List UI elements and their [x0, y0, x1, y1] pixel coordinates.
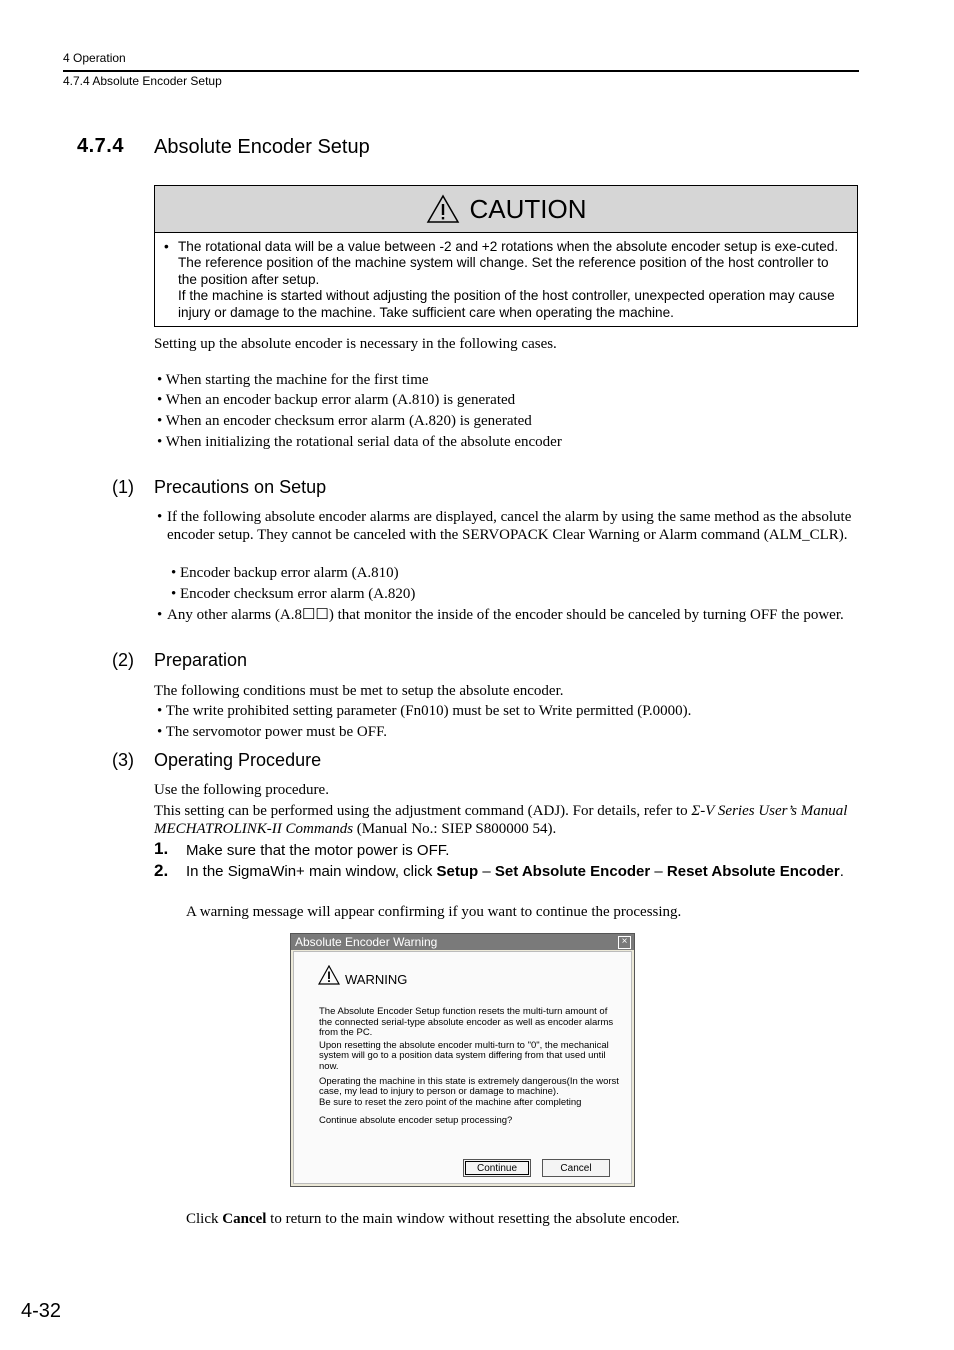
preparation-item: • The servomotor power must be OFF.: [157, 724, 388, 740]
final-text-b: to return to the main window without resetting the absolute encoder.: [266, 1211, 680, 1227]
page-number: 4-32: [21, 1300, 62, 1322]
alarm-item: • Encoder checksum error alarm (A.820): [171, 586, 416, 602]
menu-setup: Setup: [436, 863, 479, 880]
dialog-paragraph: Operating the machine in this state is extremely dangerous(In the worst case, my lead to injury to person or damage to machine).: [319, 1075, 619, 1098]
case-item: • When starting the machine for the first time: [157, 372, 429, 388]
warning-triangle-icon: [426, 194, 460, 224]
reference-text-b: (Manual No.: SIEP S800000 54).: [353, 821, 557, 837]
precaution-paragraph-2: Any other alarms (A.8☐☐) that monitor the inside of the encoder should be canceled by turning OFF the power.: [167, 607, 844, 623]
case-item: • When initializing the rotational serial data of the absolute encoder: [157, 434, 562, 450]
subsection-3-title: Operating Procedure: [154, 750, 322, 770]
cancel-keyword: Cancel: [222, 1211, 267, 1227]
caution-box: [154, 185, 858, 327]
step-1-text: Make sure that the motor power is OFF.: [186, 842, 450, 859]
caution-bullet: •: [164, 239, 169, 254]
alarm-item: • Encoder backup error alarm (A.810): [171, 565, 399, 581]
subsection-2-title: Preparation: [154, 650, 248, 670]
bullet-marker: •: [157, 509, 163, 525]
dialog-paragraph: The Absolute Encoder Setup function resets the multi-turn amount of the connected serial-type absolute encoder as well as encoder alarms from the PC.: [319, 1006, 614, 1039]
dialog-warning-heading: WARNING: [345, 972, 408, 987]
final-text-a: Click: [186, 1211, 223, 1227]
manual-reference: Σ-V Series User’s Manual MECHATROLINK-II Commands: [154, 803, 848, 837]
subsection-1-number: (1): [112, 477, 134, 497]
close-icon[interactable]: ×: [618, 936, 631, 949]
subsection-2-number: (2): [112, 650, 134, 670]
step-2-note: A warning message will appear confirming if you want to continue the processing.: [186, 904, 682, 920]
case-item: • When an encoder checksum error alarm (A.820) is generated: [157, 413, 532, 429]
subsection-3-number: (3): [112, 750, 134, 770]
procedure-reference: [154, 802, 854, 838]
final-instruction: [186, 1210, 680, 1228]
preparation-item: • The write prohibited setting parameter (Fn010) must be set to Write permitted (P.0000).: [157, 703, 692, 719]
warning-triangle-icon: [318, 965, 340, 985]
caution-text-1: The rotational data will be a value between -2 and +2 rotations when the absolute encoder setup is exe-cuted. The reference position of the machine system will change. Set the reference position of the host controller to the position after setup.: [178, 239, 839, 287]
dialog-title: Absolute Encoder Warning: [295, 935, 438, 949]
caution-title: CAUTION: [469, 193, 587, 224]
precaution-paragraph-1: If the following absolute encoder alarms are displayed, cancel the alarm by using the same method as the absolute encoder setup. They cannot be canceled with the SERVOPACK Clear Warning or Alarm command (ALM_CLR).: [167, 509, 852, 543]
intro-paragraph: Setting up the absolute encoder is necessary in the following cases.: [154, 336, 557, 352]
caution-body: [155, 233, 857, 321]
menu-reset-absolute-encoder: Reset Absolute Encoder: [666, 863, 840, 880]
cancel-button[interactable]: Cancel: [542, 1159, 610, 1177]
dialog-paragraph: Upon resetting the absolute encoder multi-turn to "0", the mechanical system will go to a position data system differing from that used until now.: [319, 1039, 609, 1072]
section-title: Absolute Encoder Setup: [154, 136, 370, 158]
continue-button[interactable]: Continue: [463, 1159, 531, 1177]
subsection-1-title: Precautions on Setup: [154, 477, 327, 497]
dialog-content: [293, 951, 632, 1184]
dialog-paragraph: Be sure to reset the zero point of the machine after completing: [319, 1096, 582, 1108]
menu-separator: –: [650, 863, 667, 880]
procedure-intro: Use the following procedure.: [154, 782, 329, 798]
step-2-end: .: [839, 863, 844, 880]
caution-header: [155, 186, 857, 233]
case-item: • When an encoder backup error alarm (A.810) is generated: [157, 392, 516, 408]
preparation-intro: The following conditions must be met to setup the absolute encoder.: [154, 683, 564, 699]
dialog-question: Continue absolute encoder setup processing?: [319, 1115, 513, 1127]
header-rule: [63, 70, 859, 72]
step-2-lead: In the SigmaWin+ main window, click: [186, 863, 437, 880]
step-2-number: 2.: [154, 861, 169, 880]
caution-text-2: If the machine is started without adjusting the position of the host controller, unexpected operation may cause injury or damage to the machine. Take sufficient care when operating the machine.: [178, 288, 835, 320]
section-number: 4.7.4: [77, 135, 124, 157]
warning-dialog: [290, 933, 635, 1187]
step-1-number: 1.: [154, 839, 169, 858]
menu-set-absolute-encoder: Set Absolute Encoder: [494, 863, 651, 880]
dialog-title-bar: [291, 934, 634, 950]
bullet-marker: •: [157, 607, 163, 623]
menu-separator: –: [478, 863, 495, 880]
dialog-message: [319, 1007, 619, 1127]
running-header-section: 4.7.4 Absolute Encoder Setup: [63, 74, 222, 88]
running-header-chapter: 4 Operation: [63, 51, 126, 65]
reference-text-a: This setting can be performed using the adjustment command (ADJ). For details, refer to: [154, 803, 692, 819]
step-2-text: [186, 862, 846, 881]
